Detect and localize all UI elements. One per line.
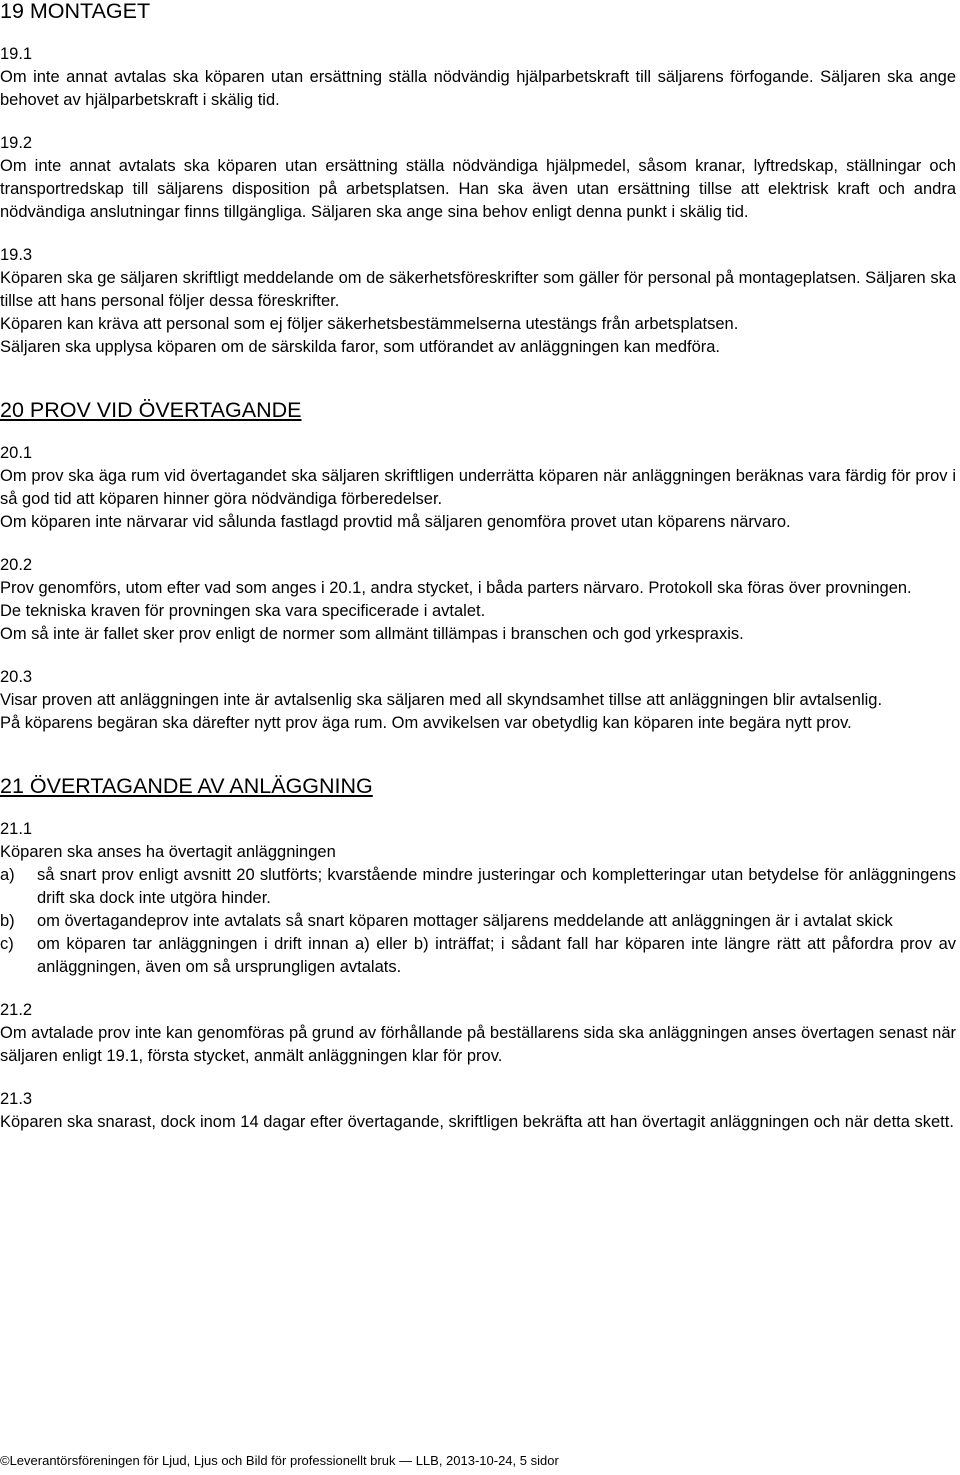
clause-number: 21.1: [0, 820, 33, 838]
clause-number: 21.2: [0, 1001, 33, 1019]
clause-paragraph: Om avtalade prov inte kan genomföras på grund av förhållande på beställarens sida ska anläggningen anses övertagen senast när säljaren enligt 19.1, första stycket, anmält anläggningen klar för prov.: [0, 1024, 956, 1065]
list-item: [0, 910, 956, 933]
clause-paragraph: Köparen kan kräva att personal som ej följer säkerhetsbestämmelserna utestängs från arbetsplatsen.: [0, 315, 739, 333]
clause-number: 20.2: [0, 556, 33, 574]
section-heading-20: 20 PROV VID ÖVERTAGANDE: [0, 398, 302, 422]
clause-paragraph: Om köparen inte närvarar vid sålunda fastlagd provtid må säljaren genomföra provet utan köparens närvaro.: [0, 513, 791, 531]
page-footer: ©Leverantörsföreningen för Ljud, Ljus och Bild för professionellt bruk — LLB, 2013-10-24, 5 sidor: [0, 1453, 559, 1468]
clause-20-1: [0, 442, 956, 534]
list-item: [0, 864, 956, 910]
clause-paragraph: Säljaren ska upplysa köparen om de särskilda faror, som utförandet av anläggningen kan medföra.: [0, 338, 721, 356]
clause-19-2: [0, 132, 956, 224]
list-item: [0, 933, 956, 979]
clause-paragraph: De tekniska kraven för provningen ska vara specificerade i avtalet.: [0, 602, 486, 620]
clause-list: [0, 864, 956, 979]
clause-number: 21.3: [0, 1090, 33, 1108]
list-marker: c): [0, 935, 14, 953]
clause-paragraph: Om så inte är fallet sker prov enligt de normer som allmänt tillämpas i branschen och god yrkespraxis.: [0, 625, 744, 643]
list-marker: b): [0, 912, 15, 930]
clause-paragraph: Köparen ska snarast, dock inom 14 dagar efter övertagande, skriftligen bekräfta att han övertagit anläggningen och när detta skett.: [0, 1113, 954, 1131]
clause-number: 20.3: [0, 668, 33, 686]
clause-paragraph: Om prov ska äga rum vid övertagandet ska säljaren skriftligen underrätta köparen när anläggningen beräknas vara färdig för prov i så god tid att köparen hinner göra nödvändiga förberedelser.: [0, 467, 956, 508]
clause-paragraph: Om inte annat avtalas ska köparen utan ersättning ställa nödvändig hjälparbetskraft till säljarens förfogande. Säljaren ska ange behovet av hjälparbetskraft i skälig tid.: [0, 68, 956, 109]
clause-paragraph: Köparen ska ge säljaren skriftligt meddelande om de säkerhetsföreskrifter som gäller för personal på montageplatsen. Säljaren ska tillse att hans personal följer dessa föreskrifter.: [0, 269, 956, 310]
clause-21-3: [0, 1088, 956, 1134]
section-heading-19: 19 MONTAGET: [0, 0, 151, 23]
clause-number: 20.1: [0, 444, 33, 462]
clause-number: 19.3: [0, 246, 33, 264]
clause-21-2: [0, 999, 956, 1068]
clause-intro: Köparen ska anses ha övertagit anläggningen: [0, 843, 336, 861]
list-item-text: så snart prov enligt avsnitt 20 slutförts; kvarstående mindre justeringar och kompletteringar utan betydelse för anläggningens drift ska dock inte utgöra hinder.: [37, 866, 956, 907]
clause-paragraph: Prov genomförs, utom efter vad som anges i 20.1, andra stycket, i båda parters närvaro. Protokoll ska föras över provningen.: [0, 579, 912, 597]
clause-paragraph: Visar proven att anläggningen inte är avtalsenlig ska säljaren med all skyndsamhet tillse att anläggningen blir avtalsenlig.: [0, 691, 883, 709]
clause-19-3: [0, 244, 956, 359]
clause-21-1: [0, 818, 956, 979]
clause-number: 19.2: [0, 134, 33, 152]
list-item-text: om övertagandeprov inte avtalats så snart köparen mottager säljarens meddelande att anläggningen är i avtalat skick: [37, 912, 893, 930]
clause-20-2: [0, 554, 956, 646]
clause-20-3: [0, 666, 956, 735]
clause-19-1: [0, 43, 956, 112]
clause-number: 19.1: [0, 45, 33, 63]
list-item-text: om köparen tar anläggningen i drift innan a) eller b) inträffat; i sådant fall har köparen inte längre rätt att påfordra prov av anläggningen, även om så ursprungligen avtalats.: [37, 935, 956, 976]
clause-paragraph: På köparens begäran ska därefter nytt prov äga rum. Om avvikelsen var obetydlig kan köparen inte begära nytt prov.: [0, 714, 852, 732]
list-marker: a): [0, 866, 15, 884]
section-heading-21: 21 ÖVERTAGANDE AV ANLÄGGNING: [0, 774, 373, 798]
clause-paragraph: Om inte annat avtalats ska köparen utan ersättning ställa nödvändiga hjälpmedel, såsom kranar, lyftredskap, ställningar och transportredskap till säljarens disposition på arbetsplatsen. Han ska även utan ersättning tillse att elektrisk kraft och andra nödvändiga anslutningar finns tillgängliga. Säljaren ska ange sina behov enligt denna punkt i skälig tid.: [0, 157, 956, 221]
